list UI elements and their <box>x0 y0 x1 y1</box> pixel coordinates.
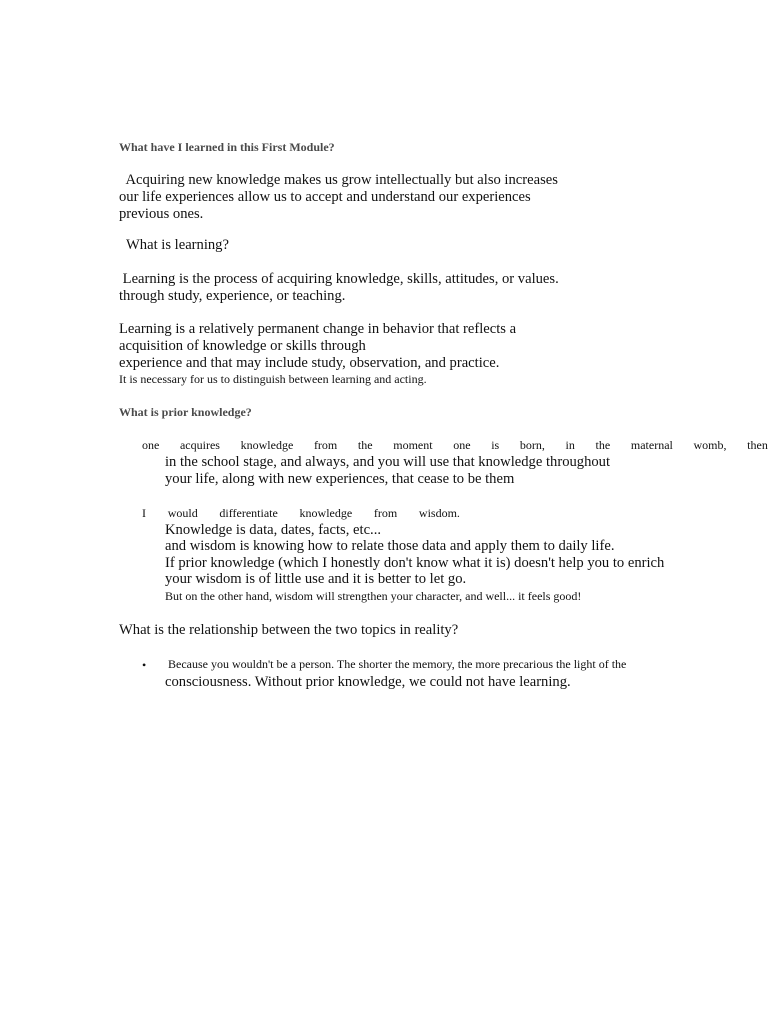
paragraph-line: previous ones. <box>119 206 204 222</box>
paragraph-line: Acquiring new knowledge makes us grow intellectually but also increases <box>119 172 558 188</box>
paragraph-line: your life, along with new experiences, that cease to be them <box>165 471 515 487</box>
note-small: It is necessary for us to distinguish between learning and acting. <box>119 372 427 386</box>
paragraph-line-small: But on the other hand, wisdom will strengthen your character, and well... it feels good! <box>165 589 582 603</box>
word: then <box>747 438 768 452</box>
paragraph-line: and wisdom is knowing how to relate those data and apply them to daily life. <box>165 538 615 554</box>
paragraph-line: our life experiences allow us to accept and understand our experiences <box>119 189 531 205</box>
word: I <box>142 506 146 520</box>
section-heading-first-module: What have I learned in this First Module? <box>119 140 335 154</box>
word: from <box>373 506 398 520</box>
word: the <box>357 438 373 452</box>
definition-line: acquisition of knowledge or skills through <box>119 338 366 354</box>
word: womb, <box>693 438 727 452</box>
word: would <box>167 506 198 520</box>
justified-line <box>142 438 768 452</box>
definition-line: through study, experience, or teaching. <box>119 288 346 304</box>
word: from <box>313 438 338 452</box>
definition-line: experience and that may include study, observation, and practice. <box>119 355 500 371</box>
word: is <box>491 438 500 452</box>
paragraph-line: in the school stage, and always, and you will use that knowledge throughout <box>165 454 611 470</box>
question-relationship: What is the relationship between the two topics in reality? <box>119 622 459 638</box>
paragraph-line: If prior knowledge (which I honestly don't know what it is) doesn't help you to enrich <box>165 555 665 571</box>
word: one <box>453 438 471 452</box>
bullet-line: consciousness. Without prior knowledge, we could not have learning. <box>165 674 571 690</box>
word: knowledge <box>299 506 353 520</box>
word: acquires <box>179 438 220 452</box>
question-what-is-learning: What is learning? <box>119 237 229 253</box>
word: maternal <box>630 438 673 452</box>
justified-line <box>142 506 460 520</box>
word: the <box>595 438 611 452</box>
definition-line: Learning is the process of acquiring knowledge, skills, attitudes, or values. <box>119 271 559 287</box>
word: born, <box>519 438 545 452</box>
section-heading-prior-knowledge: What is prior knowledge? <box>119 405 252 419</box>
word: knowledge <box>240 438 294 452</box>
paragraph-line: your wisdom is of little use and it is better to let go. <box>165 571 467 587</box>
bullet-marker: • <box>142 658 147 672</box>
word: wisdom. <box>418 506 460 520</box>
paragraph-line: Knowledge is data, dates, facts, etc... <box>165 522 381 538</box>
word: differentiate <box>219 506 278 520</box>
word: in <box>565 438 575 452</box>
bullet-line: Because you wouldn't be a person. The shorter the memory, the more precarious the light of the <box>165 657 627 671</box>
definition-line: Learning is a relatively permanent change in behavior that reflects a <box>119 321 517 337</box>
word: one <box>142 438 160 452</box>
word: moment <box>393 438 433 452</box>
